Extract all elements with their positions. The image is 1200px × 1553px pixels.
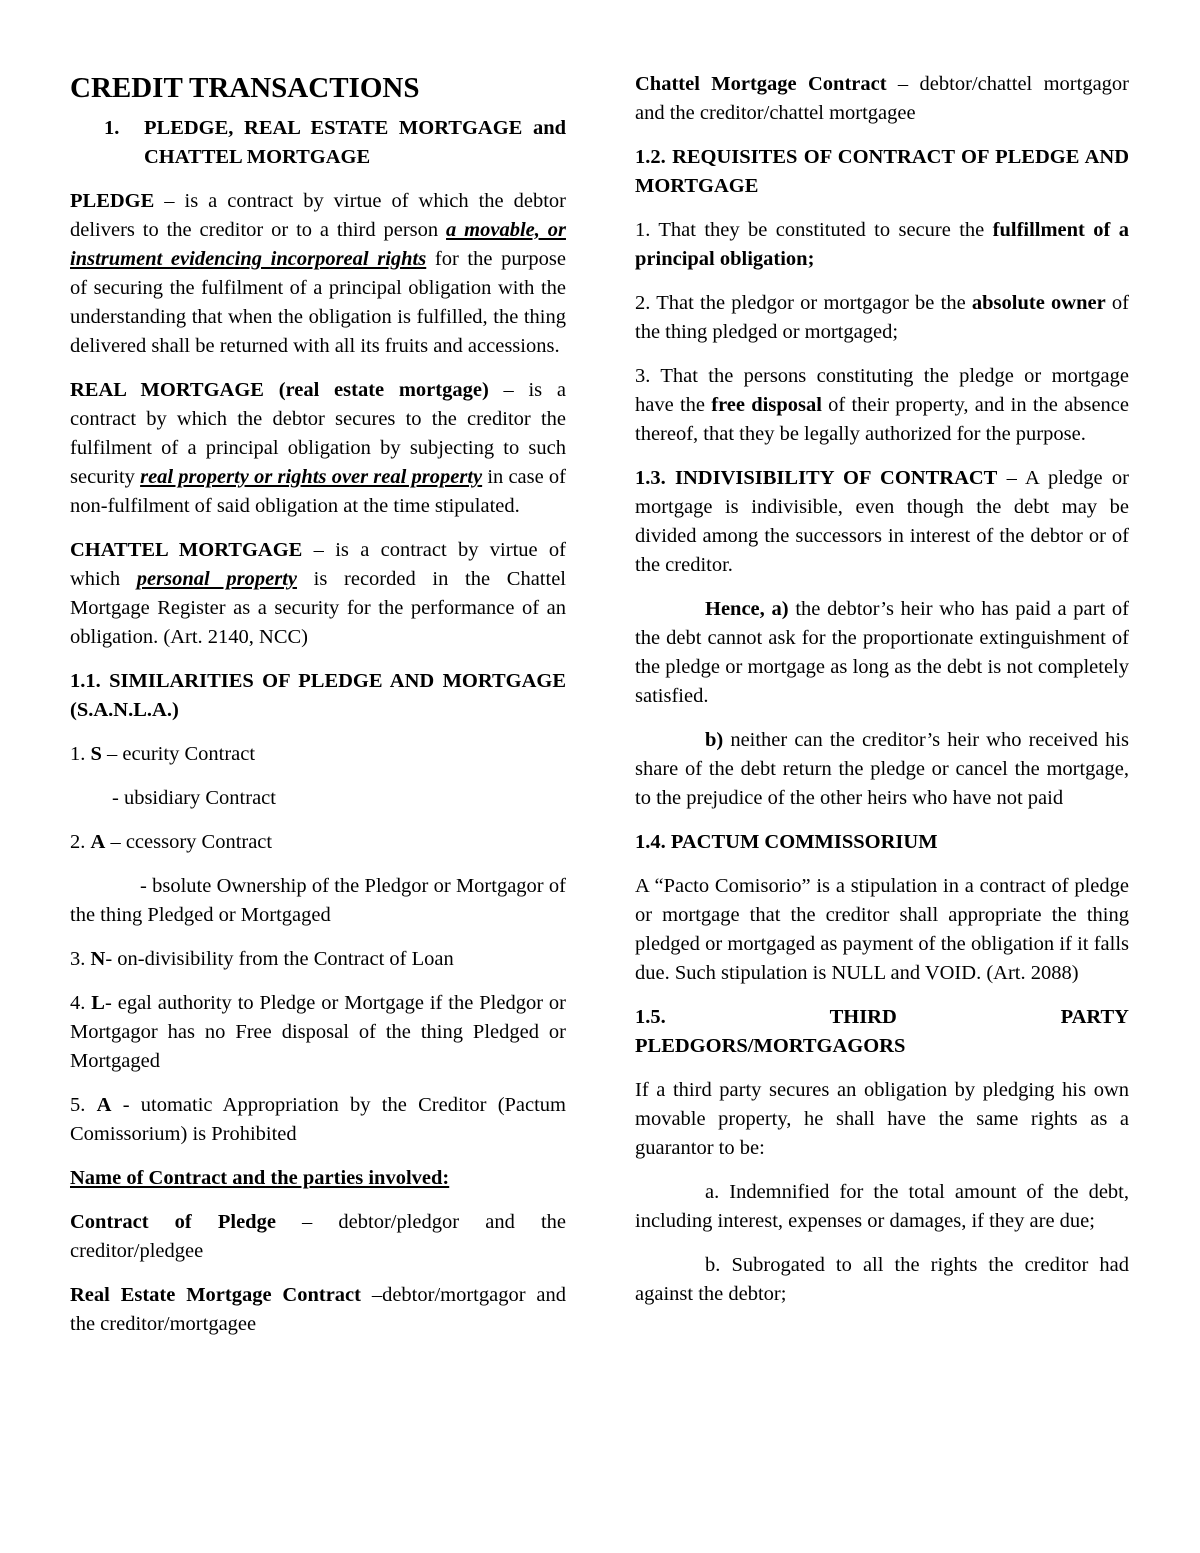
- requisite-bold: absolute owner: [971, 292, 1106, 314]
- item-key-letter: N: [90, 948, 106, 970]
- item-text: - on-divisibility from the Contract of Loan: [105, 948, 454, 970]
- sanla-item-5: [70, 1091, 566, 1149]
- rem-contract-parties: [70, 1281, 566, 1339]
- sanla-item-4: [70, 989, 566, 1076]
- contract-term: Chattel Mortgage Contract: [635, 73, 887, 95]
- real-mortgage-text-1: – is a contract by which the debtor secures to the creditor the fulfilment of a principal obligation by subjecting to such security: [70, 379, 566, 488]
- indivisibility-text: – A pledge or mortgage is indivisible, even though the debt may be divided among the successors in interest of the debtor or of the creditor.: [635, 467, 1129, 576]
- indivisibility-paragraph: [635, 464, 1129, 580]
- right-column: [635, 70, 1129, 1324]
- sanla-item-1: [70, 740, 566, 769]
- third-party-text: If a third party secures an obligation by pledging his own movable property, he shall have the same rights as a guarantor to be:: [635, 1079, 1129, 1159]
- real-mortgage-emphasis: real property or rights over real property: [140, 466, 483, 488]
- item-text: - utomatic Appropriation by the Creditor (Pactum Comissorium) is Prohibited: [70, 1094, 567, 1145]
- item-number: 5.: [70, 1094, 97, 1116]
- sanla-item-2: [70, 828, 566, 857]
- chattel-text-1: – is a contract by virtue of which: [70, 539, 567, 590]
- third-party-heading-line-1: [635, 1003, 1129, 1032]
- sanla-item-3: [70, 945, 566, 974]
- hence-b-paragraph: [635, 726, 1129, 813]
- pledge-definition: [70, 187, 566, 361]
- requisite-text: 3. That the persons constituting the pledge or mortgage have the: [635, 365, 1129, 416]
- requisite-text: 2. That the pledgor or mortgagor be the: [635, 292, 972, 314]
- sanla-subitem-1: - ubsidiary Contract: [112, 787, 276, 809]
- real-mortgage-definition: [70, 376, 566, 521]
- requisite-text: 1. That they be constituted to secure the: [635, 219, 993, 241]
- item-key-letter: A: [96, 1094, 112, 1116]
- sanla-subitem-2: - bsolute Ownership of the Pledgor or Mortgagor of the thing Pledged or Mortgaged: [70, 875, 566, 926]
- contract-parties: – debtor/chattel mortgagor and the creditor/chattel mortgagee: [635, 73, 1129, 124]
- contract-parties: –debtor/mortgagor and the creditor/mortgagee: [70, 1284, 566, 1335]
- item-number: 2.: [70, 831, 91, 853]
- pactum-heading: 1.4. PACTUM COMMISSORIUM: [635, 831, 938, 853]
- third-party-heading: [635, 1003, 1129, 1061]
- third-party-number: 1.5.: [635, 1006, 666, 1028]
- hence-label: Hence, a): [705, 598, 789, 620]
- pledge-emphasis: a movable, or instrument evidencing incorporeal rights: [70, 219, 566, 270]
- pledge-contract-parties: [70, 1208, 566, 1266]
- parties-heading: Name of Contract and the parties involved:: [70, 1167, 450, 1189]
- requisites-heading: 1.2. REQUISITES OF CONTRACT OF PLEDGE AND MORTGAGE: [635, 146, 1129, 197]
- pactum-text: A “Pacto Comisorio” is a stipulation in a contract of pledge or mortgage that the creditor shall appropriate the thing pledged or mortgaged as payment of the obligation if it falls due. Such stipulation is NULL and VOID. (Art. 2088): [635, 875, 1129, 984]
- section-number: 1.: [104, 117, 120, 139]
- requisite-text: of their property, and in the absence thereof, that they be legally authorized for the purpose.: [635, 394, 1129, 445]
- contract-term: Contract of Pledge: [70, 1211, 276, 1233]
- item-key-letter: A: [90, 831, 106, 853]
- requisite-3: [635, 362, 1129, 449]
- similarities-heading: 1.1. SIMILARITIES OF PLEDGE AND MORTGAGE (S.A.N.L.A.): [70, 670, 566, 721]
- third-party-word-2: PARTY: [1060, 1006, 1129, 1028]
- item-key-letter: S: [90, 743, 102, 765]
- item-text: – ccessory Contract: [105, 831, 273, 853]
- item-number: 4.: [70, 992, 92, 1014]
- pledge-text-2: for the purpose of securing the fulfilment of a principal obligation with the understanding that when the obligation is fulfilled, the thing delivered shall be returned with all its fruits and accessions.: [70, 248, 566, 357]
- contract-term: Real Estate Mortgage Contract: [70, 1284, 361, 1306]
- indivisibility-heading: 1.3. INDIVISIBILITY OF CONTRACT: [635, 467, 998, 489]
- pledge-term: PLEDGE: [70, 190, 155, 212]
- third-party-word-1: THIRD: [829, 1006, 897, 1028]
- pledge-text-1: – is a contract by virtue of which the debtor delivers to the creditor or to a third person: [70, 190, 566, 241]
- requisite-2: [635, 289, 1129, 347]
- requisite-bold: free disposal: [711, 394, 822, 416]
- item-text: - egal authority to Pledge or Mortgage if the Pledgor or Mortgagor has no Free disposal of the thing Pledged or Mortgaged: [70, 992, 567, 1072]
- item-number: 1.: [70, 743, 91, 765]
- chattel-emphasis: personal property: [136, 568, 297, 590]
- chattel-contract-parties: [635, 70, 1129, 128]
- chattel-mortgage-definition: [70, 536, 566, 652]
- third-party-heading-line-2: PLEDGORS/MORTGAGORS: [635, 1035, 906, 1057]
- requisite-1: [635, 216, 1129, 274]
- requisite-bold: fulfillment of a principal obligation;: [635, 219, 1129, 270]
- contract-parties: – debtor/pledgor and the creditor/pledgee: [70, 1211, 566, 1262]
- real-mortgage-text-2: in case of non-fulfilment of said obligation at the time stipulated.: [70, 466, 566, 517]
- third-party-item-a: a. Indemnified for the total amount of the debt, including interest, expenses or damages, if they are due;: [635, 1181, 1129, 1232]
- hence-b-text: neither can the creditor’s heir who received his share of the debt return the pledge or cancel the mortgage, to the prejudice of the other heirs who have not paid: [635, 729, 1129, 809]
- hence-b-label: b): [705, 729, 724, 751]
- document-title: CREDIT TRANSACTIONS: [70, 72, 420, 104]
- real-mortgage-term: REAL MORTGAGE (real estate mortgage): [70, 379, 489, 401]
- section-title: PLEDGE, REAL ESTATE MORTGAGE and CHATTEL MORTGAGE: [144, 117, 566, 168]
- chattel-term: CHATTEL MORTGAGE: [70, 539, 303, 561]
- item-number: 3.: [70, 948, 91, 970]
- chattel-text-2: is recorded in the Chattel Mortgage Register as a security for the performance of an obligation. (Art. 2140, NCC): [70, 568, 566, 648]
- hence-a-paragraph: [635, 595, 1129, 711]
- hence-text: the debtor’s heir who has paid a part of the debt cannot ask for the proportionate extinguishment of the pledge or mortgage as long as the debt is not completely satisfied.: [635, 598, 1129, 707]
- item-text: – ecurity Contract: [101, 743, 256, 765]
- section-1-heading: [70, 114, 566, 172]
- item-key-letter: L: [91, 992, 105, 1014]
- requisite-text: of the thing pledged or mortgaged;: [635, 292, 1129, 343]
- third-party-item-b: b. Subrogated to all the rights the creditor had against the debtor;: [635, 1254, 1129, 1305]
- left-column: [70, 68, 566, 1354]
